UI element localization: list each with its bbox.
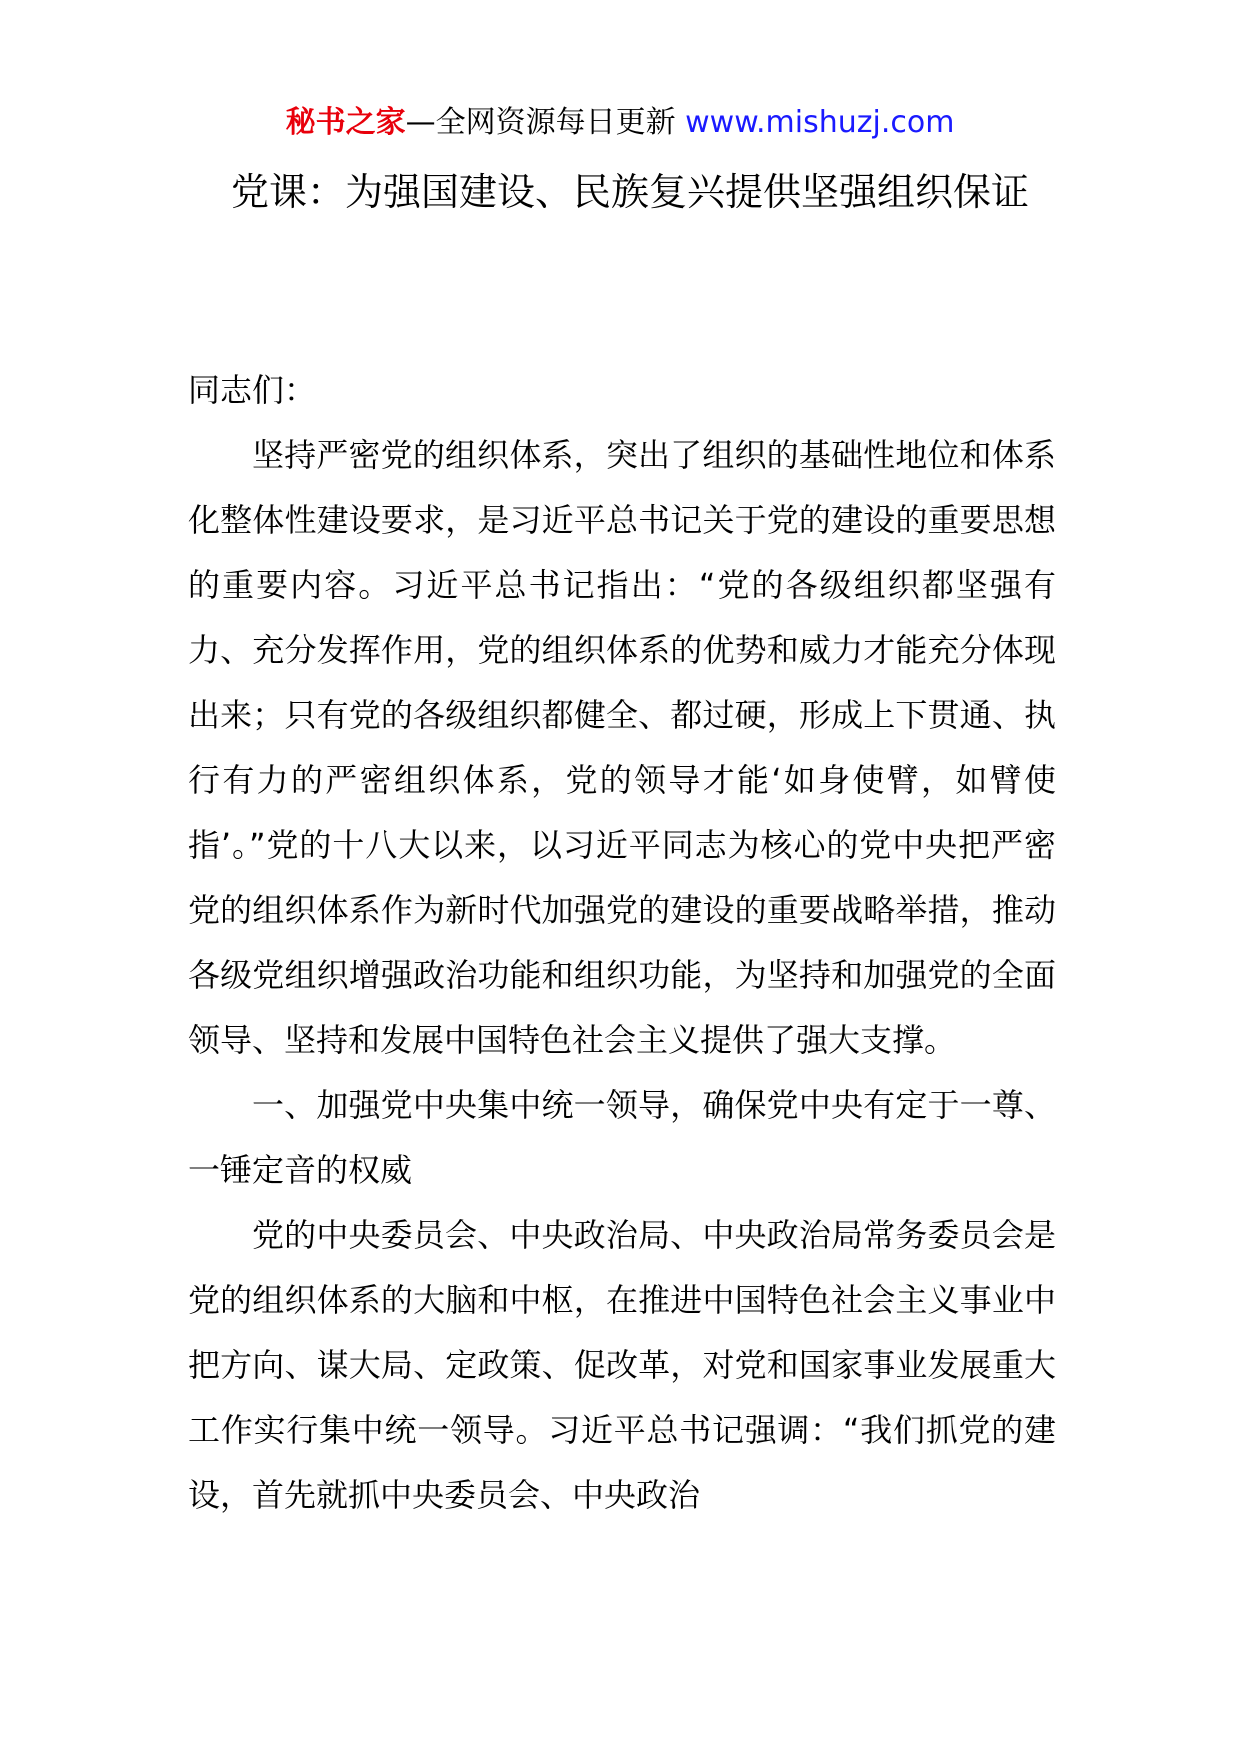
salutation: 同志们：: [188, 371, 317, 409]
paragraph-section-1: 党的中央委员会、中央政治局、中央政治局常务委员会是党的组织体系的大脑和中枢，在推进中国特色社会主义事业中把方向、谋大局、定政策、促改革，对党和国家事业发展重大工作实行集中统一领导。习近平总书记强调：“我们抓党的建设，首先就抓中央委员会、中央政治: [188, 1216, 1056, 1514]
document-title: 党课：为强国建设、民族复兴提供坚强组织保证: [230, 170, 1029, 214]
paragraph-intro: 坚持严密党的组织体系，突出了组织的基础性地位和体系化整体性建设要求，是习近平总书记关于党的建设的重要思想的重要内容。习近平总书记指出：“党的各级组织都坚强有力、充分发挥作用，党的组织体系的优势和威力才能充分体现出来；只有党的各级组织都健全、都过硬，形成上下贯通、执行有力的严密组织体系，党的领导才能‘如身使臂，如臂使指’。”党的十八大以来，以习近平同志为核心的党中央把严密党的组织体系作为新时代加强党的建设的重要战略举措，推动各级党组织增强政治功能和组织功能，为坚持和加强党的全面领导、坚持和发展中国特色社会主义提供了强大支撑。: [188, 436, 1056, 1059]
brand-name: 秘书之家: [285, 105, 406, 140]
brand-url-link[interactable]: www.mishuzj.com: [685, 105, 955, 140]
section-heading-1: 一、加强党中央集中统一领导，确保党中央有定于一尊、一锤定音的权威: [188, 1086, 1056, 1189]
document-body: [188, 358, 1056, 1528]
site-header: [0, 100, 1240, 146]
brand-tagline: —全网资源每日更新: [405, 105, 676, 140]
